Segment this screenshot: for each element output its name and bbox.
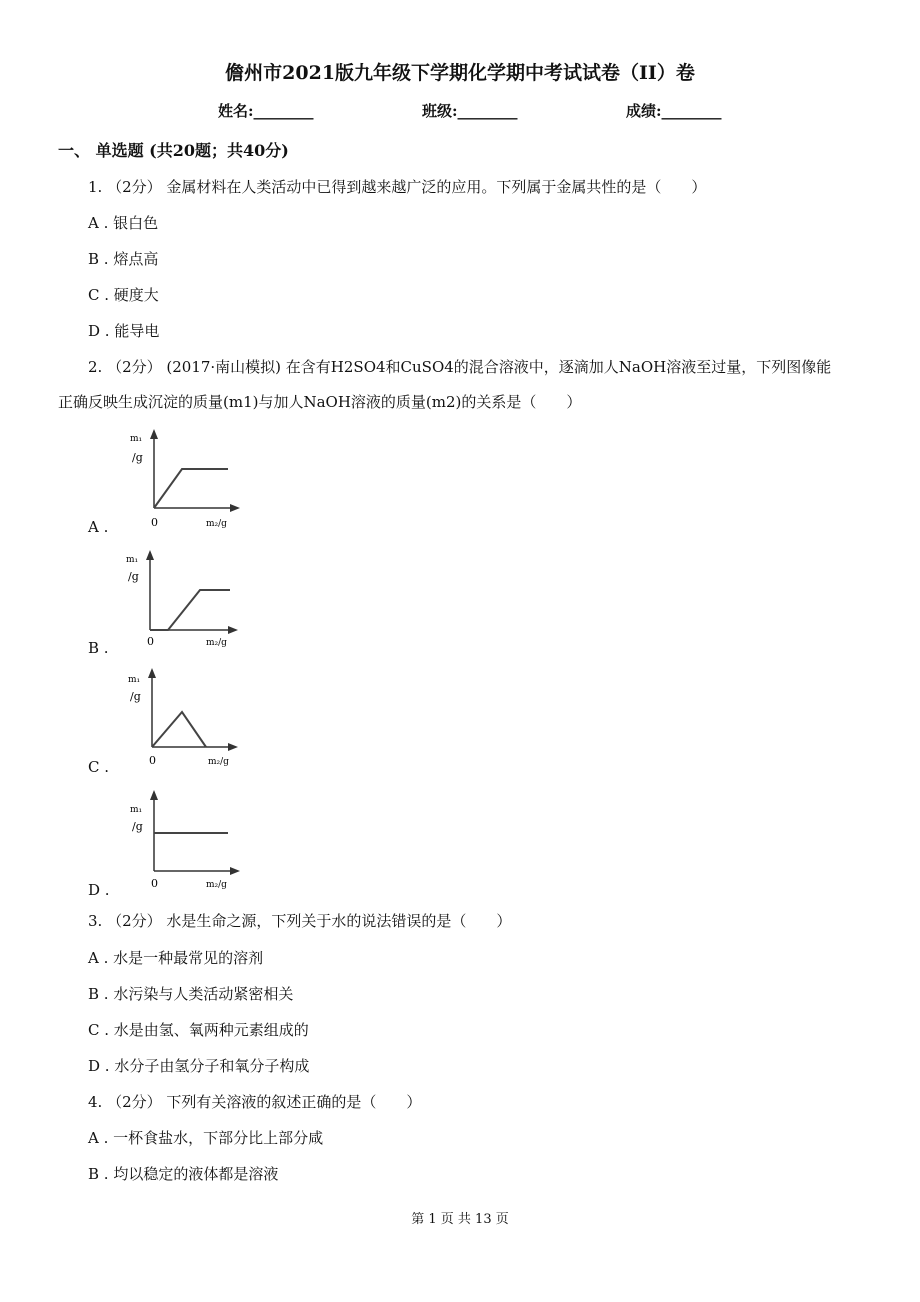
svg-text:/g: /g [132, 820, 143, 833]
question-2-stem-line1: 2. （2分） (2017·南山模拟) 在含有H2SO4和CuSO4的混合溶液中，逐滴加人NaOH溶液至过量，下列图像能 [88, 358, 832, 376]
svg-text:m₁: m₁ [130, 434, 143, 444]
svg-text:0: 0 [147, 635, 154, 648]
section-heading: 一、 单选题 (共20题；共40分) [58, 141, 289, 160]
svg-text:m₁: m₁ [130, 805, 143, 815]
svg-text:m₂/g: m₂/g [206, 519, 227, 529]
svg-text:m₂/g: m₂/g [208, 757, 229, 767]
graph-d [122, 784, 252, 894]
class-field: 班级:________ [422, 102, 518, 120]
svg-text:/g: /g [128, 570, 139, 583]
question-1-stem: 1. （2分） 金属材料在人类活动中已得到越来越广泛的应用。下列属于金属共性的是（ ） [88, 178, 707, 196]
question-1-option-d: D . 能导电 [88, 322, 160, 340]
svg-text:0: 0 [151, 877, 158, 890]
graph-a [122, 425, 252, 535]
question-2-option-a: A . [88, 518, 109, 536]
question-3-option-a: A . 水是一种最常见的溶剂 [88, 949, 264, 967]
question-3-option-d: D . 水分子由氢分子和氧分子构成 [88, 1057, 310, 1075]
svg-text:m₁: m₁ [126, 555, 139, 565]
page-footer: 第 1 页 共 13 页 [411, 1212, 509, 1227]
question-1-option-b: B . 熔点高 [88, 250, 159, 268]
question-2-option-b: B . [88, 639, 109, 657]
question-2-option-c: C . [88, 758, 110, 776]
question-3-option-c: C . 水是由氢、氧两种元素组成的 [88, 1021, 309, 1039]
svg-text:m₂/g: m₂/g [206, 638, 227, 648]
question-3-option-b: B . 水污染与人类活动紧密相关 [88, 985, 294, 1003]
graph-c [120, 664, 250, 774]
question-2-stem-line2: 正确反映生成沉淀的质量(m1)与加人NaOH溶液的质量(m2)的关系是（ ） [58, 393, 582, 411]
question-4-stem: 4. （2分） 下列有关溶液的叙述正确的是（ ） [88, 1093, 422, 1111]
question-1-option-c: C . 硬度大 [88, 286, 159, 304]
svg-text:/g: /g [130, 690, 141, 703]
graph-b [120, 546, 250, 656]
page-title: 儋州市2021版九年级下学期化学期中考试试卷（II）卷 [225, 62, 695, 84]
svg-text:0: 0 [149, 754, 156, 767]
svg-text:m₁: m₁ [128, 675, 141, 685]
svg-text:0: 0 [151, 516, 158, 529]
svg-text:m₂/g: m₂/g [206, 880, 227, 890]
question-2-option-d: D . [88, 881, 110, 899]
question-1-option-a: A . 银白色 [88, 214, 159, 232]
question-4-option-b: B . 均以稳定的液体都是溶液 [88, 1165, 279, 1183]
question-3-stem: 3. （2分） 水是生命之源，下列关于水的说法错误的是（ ） [88, 912, 512, 930]
svg-text:/g: /g [132, 451, 143, 464]
question-4-option-a: A . 一杯食盐水，下部分比上部分咸 [88, 1129, 324, 1147]
score-field: 成绩:________ [626, 102, 722, 120]
name-field: 姓名:________ [218, 102, 314, 120]
